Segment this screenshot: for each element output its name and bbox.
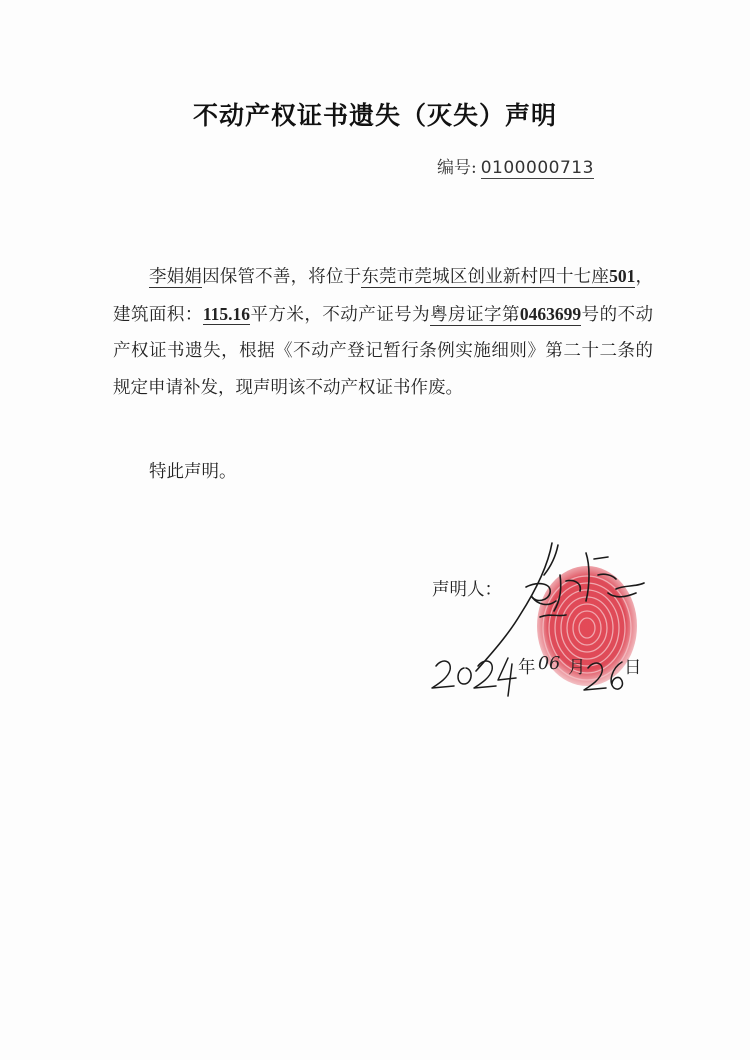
date-year-char: 年 bbox=[518, 658, 536, 678]
certificate-prefix: 粤房证字第 bbox=[430, 304, 520, 325]
declarant-label: 声明人： bbox=[432, 580, 502, 600]
building-area: 115.16 bbox=[202, 303, 250, 324]
property-address-text: 东莞市莞城区创业新村四十七座 bbox=[361, 267, 610, 287]
certificate-suffix: 号 bbox=[581, 304, 600, 325]
document-number-value: 0100000713 bbox=[480, 158, 594, 178]
certificate-digits: 0463699 bbox=[519, 303, 582, 324]
document-title: 不动产权证书遗失（灭失）声明 bbox=[192, 101, 557, 130]
document-number-label: 编号: bbox=[437, 158, 477, 178]
body-text-4: 的不动产权证书遗失，根据《不动产登记暂行条例实施细则》第二十二条的规定申请补发，现声明该不动产权证书作废。 bbox=[113, 304, 654, 398]
body-text-2: ，建筑面积： bbox=[113, 267, 654, 325]
body-text-1: 因保管不善，将位于 bbox=[202, 267, 362, 287]
certificate-number bbox=[430, 305, 581, 326]
property-address bbox=[361, 267, 635, 288]
owner-name: 李娟娟 bbox=[149, 267, 203, 287]
body-text-3: 平方米，不动产证号为 bbox=[250, 304, 431, 325]
signature-date bbox=[428, 640, 648, 700]
declaration-paragraph bbox=[113, 258, 653, 406]
document-number bbox=[437, 153, 594, 178]
date-month-char: 月 bbox=[568, 658, 586, 678]
date-month: 06 bbox=[538, 654, 561, 674]
declaration-body bbox=[113, 258, 653, 406]
property-unit-number: 501 bbox=[609, 266, 636, 286]
closing-statement: 特此声明。 bbox=[149, 462, 237, 482]
date-day-char: 日 bbox=[624, 658, 642, 678]
